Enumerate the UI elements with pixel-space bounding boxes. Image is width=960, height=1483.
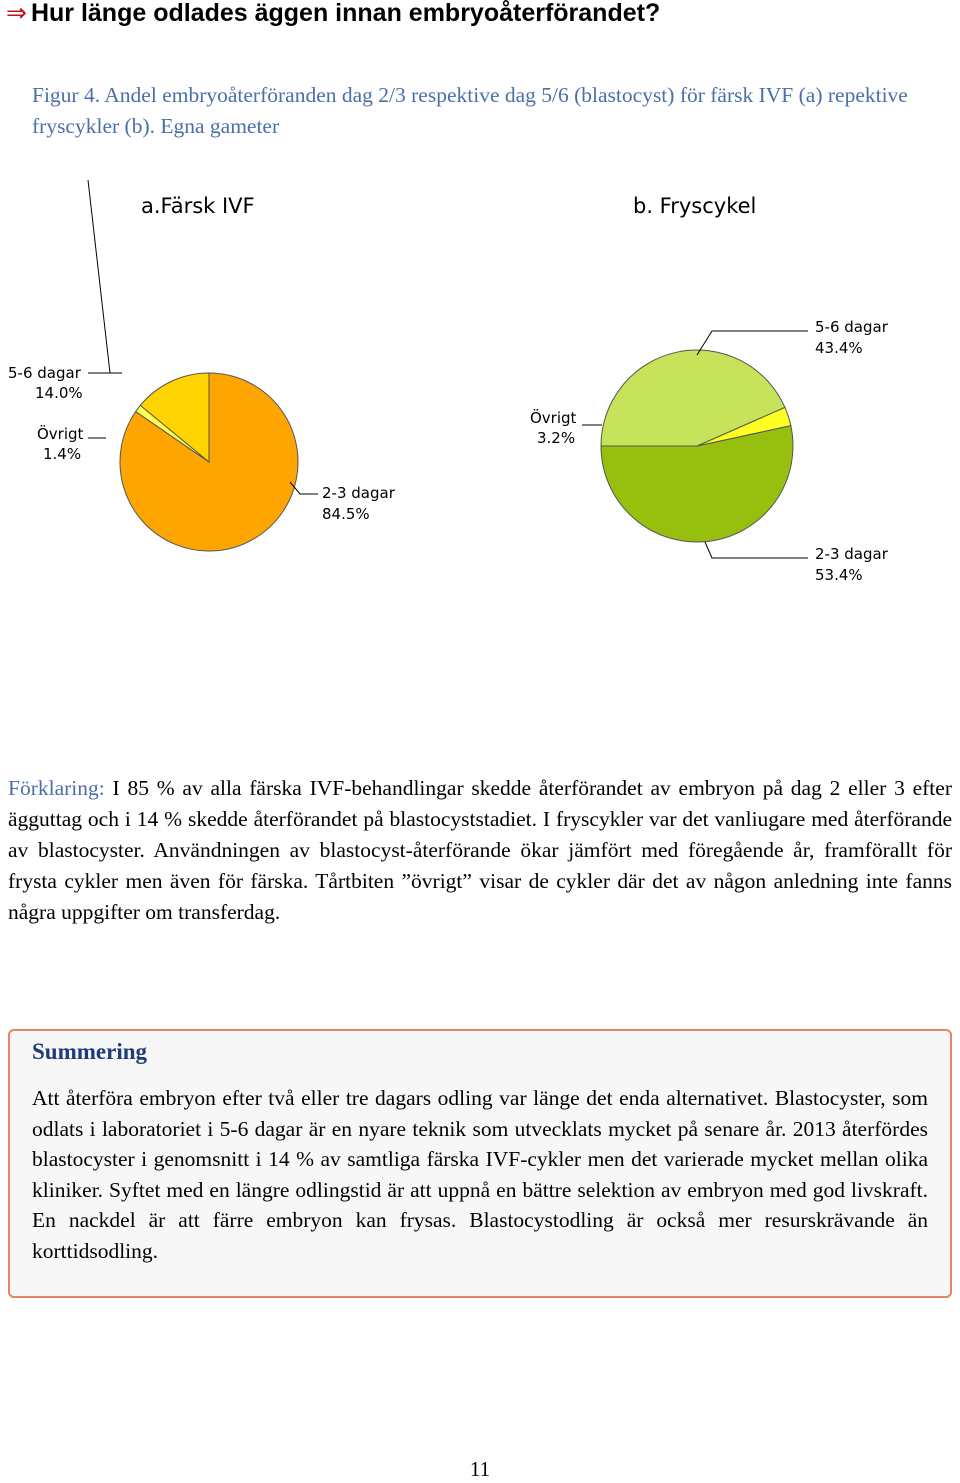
leader-line bbox=[88, 180, 110, 373]
section-heading-text: Hur länge odlades äggen innan embryoåterförandet? bbox=[30, 0, 661, 27]
label-a-56: 5-6 dagar bbox=[8, 364, 81, 382]
value-a-ovrigt: 1.4% bbox=[43, 445, 82, 463]
value-b-56: 43.4% bbox=[815, 339, 863, 357]
label-b-23: 2-3 dagar bbox=[815, 545, 888, 563]
label-a-ovrigt: Övrigt bbox=[37, 425, 84, 443]
value-b-23: 53.4% bbox=[815, 566, 863, 584]
label-b-56: 5-6 dagar bbox=[815, 318, 888, 336]
value-a-56: 14.0% bbox=[35, 384, 83, 402]
chart-b-title: b. Fryscykel bbox=[633, 194, 757, 218]
summary-title: Summering bbox=[32, 1039, 147, 1064]
leader-line-b-23 bbox=[705, 542, 808, 558]
pie-chart-b bbox=[601, 350, 793, 542]
label-a-23: 2-3 dagar bbox=[322, 484, 395, 502]
section-heading bbox=[6, 0, 660, 28]
arrow-icon: ⇒ bbox=[6, 0, 27, 27]
pie-chart-a bbox=[120, 373, 298, 551]
summary-body: Att återföra embryon efter två eller tre dagars odling var länge det enda alternativet. Blastocyster, som odlats i laboratoriet i 5-6 dagar är en nyare teknik som utvecklats mycket på senare år. 2013 återfördes blastocyster i genomsnitt i 14 % av samtliga färska IVF-cykler men det varierade mycket mellan olika kliniker. Syftet med en längre odlingstid är att uppnå en bättre selektion av embryon med god livskraft. En nackdel är att färre embryon kan frysas. Blastocystodling är också mer resurskrävande än korttidsodling. bbox=[32, 1086, 928, 1263]
explanation-paragraph bbox=[8, 773, 952, 928]
page-number: 11 bbox=[469, 1457, 491, 1481]
chart-a-title: a.Färsk IVF bbox=[141, 194, 255, 218]
value-b-ovrigt: 3.2% bbox=[537, 429, 576, 447]
summary-box bbox=[8, 1029, 952, 1298]
explanation-label: Förklaring: bbox=[8, 776, 105, 800]
pie-charts bbox=[0, 180, 960, 600]
label-b-ovrigt: Övrigt bbox=[530, 409, 577, 427]
explanation-text: I 85 % av alla färska IVF-behandlingar skedde återförandet av embryon på dag 2 eller 3 efter ägguttag och i 14 % skedde återförandet på blastocyststadiet. I fryscykler var det vanliugare med återförande av blastocyster. Användningen av blastocyst-återförande ökar jämfört med föregående år, framförallt för frysta cykler men även för färska. Tårtbiten ”övrigt” visar de cykler där det av någon anledning inte fanns några uppgifter om transferdag. bbox=[8, 776, 952, 924]
value-a-23: 84.5% bbox=[322, 505, 370, 523]
figure-caption: Figur 4. Andel embryoåterföranden dag 2/3 respektive dag 5/6 (blastocyst) för färsk IVF (a) repektive fryscykler (b). Egna gameter bbox=[32, 83, 908, 138]
